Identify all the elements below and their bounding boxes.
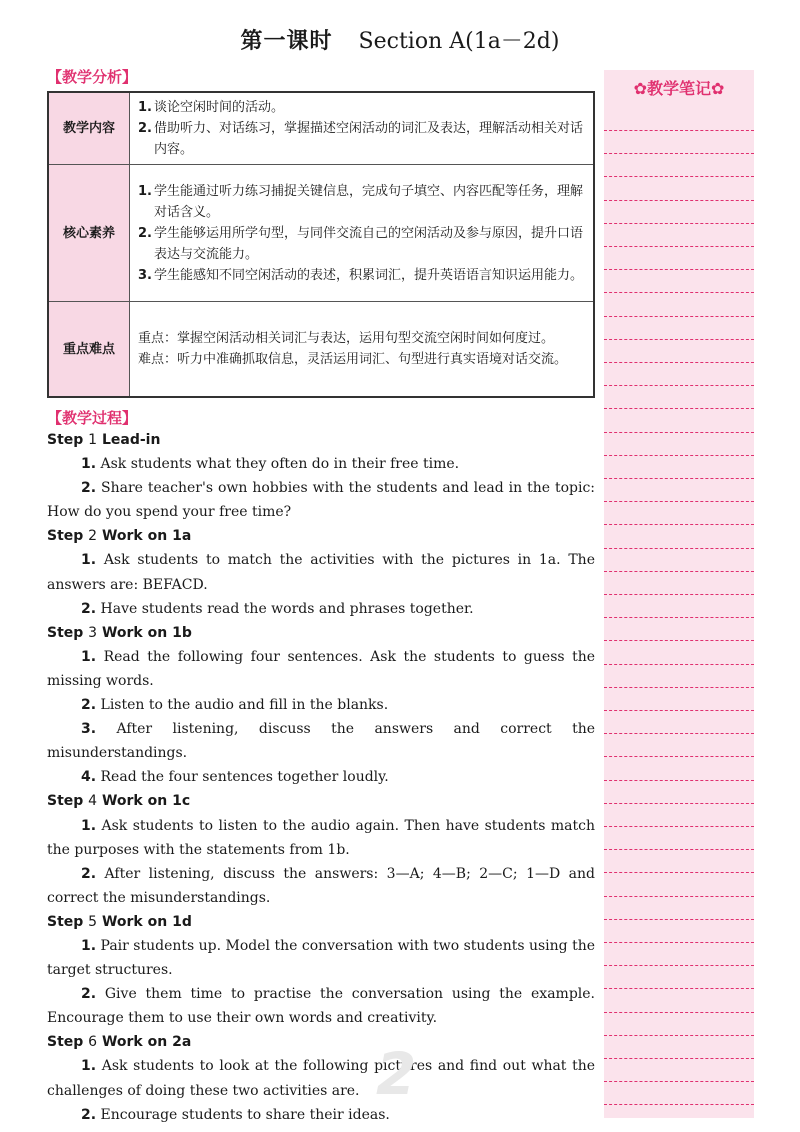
note-line <box>604 919 754 920</box>
paragraph-text: After listening, discuss the answers: 3—A; 4—B; 2—C; 1—D and correct the misunderstandings. <box>47 865 595 906</box>
note-line <box>604 872 754 873</box>
step-word: Step <box>47 913 84 930</box>
item-text: 借助听力、对话练习，掌握描述空闲活动的词汇及表达，理解活动相关对话内容。 <box>154 121 584 157</box>
step-number: 5 <box>88 913 98 930</box>
item-text: 学生能通过听力练习捕捉关键信息，完成句子填空、内容匹配等任务，理解对话含义。 <box>154 183 584 220</box>
list-item <box>138 181 585 223</box>
step-paragraph <box>47 597 595 621</box>
step-paragraph <box>47 693 595 717</box>
item-text: 学生能感知不同空闲活动的表述，积累词汇，提升英语语言知识运用能力。 <box>154 267 584 283</box>
item-text: 学生能够运用所学句型，与同伴交流自己的空闲活动及参与原因，提升口语表达与交流能力。 <box>154 225 584 262</box>
row-content <box>130 92 595 165</box>
title-section: Section A(1a－2d) <box>358 29 560 54</box>
process-content <box>47 428 595 1127</box>
note-line <box>604 803 754 804</box>
step-title: Work on 1c <box>101 793 191 810</box>
paragraph-number: 2. <box>81 480 97 497</box>
note-line <box>604 385 754 386</box>
step-title: Lead-in <box>101 432 161 448</box>
note-line <box>604 501 754 502</box>
paragraph-text: Have students read the words and phrases together. <box>100 600 474 617</box>
step-title: Work on 2a <box>101 1034 192 1051</box>
note-line <box>604 640 754 641</box>
step-heading <box>47 789 595 813</box>
paragraph-text: Listen to the audio and fill in the blanks. <box>100 697 389 714</box>
paragraph-number: 1. <box>81 937 97 954</box>
page-number: 2 <box>376 1040 417 1108</box>
paragraph-number: 1. <box>81 1058 97 1075</box>
step-paragraph <box>47 548 595 596</box>
step-paragraph <box>47 452 595 476</box>
note-line <box>604 896 754 897</box>
item-text: 听力中准确抓取信息，灵活运用词汇、句型进行真实语境对话交流。 <box>177 352 568 367</box>
item-number: 2. <box>138 121 152 136</box>
paragraph-text: Share teacher's own hobbies with the students and lead in the topic: How do you spend your free time? <box>47 480 596 521</box>
paragraph-number: 2. <box>81 697 97 714</box>
item-text: 掌握空闲活动相关词汇与表达，运用句型交流空闲时间如何度过。 <box>177 331 555 346</box>
step-title: Work on 1a <box>101 528 192 545</box>
note-line <box>604 849 754 850</box>
note-line <box>604 223 754 224</box>
step-word: Step <box>47 624 84 641</box>
paragraph-number: 4. <box>81 769 97 786</box>
note-line <box>604 246 754 247</box>
item-number: 3. <box>138 267 152 283</box>
note-line <box>604 942 754 943</box>
note-line <box>604 733 754 734</box>
paragraph-number: 2. <box>81 986 97 1003</box>
note-line <box>604 664 754 665</box>
step-heading <box>47 524 595 548</box>
paragraph-text: Read the following four sentences. Ask the students to guess the missing words. <box>47 648 596 689</box>
process-label: 【教学过程】 <box>47 409 138 427</box>
note-line <box>604 780 754 781</box>
note-line <box>604 1035 754 1036</box>
note-line <box>604 176 754 177</box>
paragraph-text: Ask students to look at the following pictures and find out what the challenges of doing these two activities are. <box>47 1058 595 1099</box>
note-line <box>604 1104 754 1105</box>
step-number: 2 <box>88 528 98 545</box>
paragraph-text: Ask students to match the activities with the pictures in 1a. The answers are: BEFACD. <box>47 552 595 593</box>
step-paragraph <box>47 982 595 1030</box>
list-item <box>138 223 585 265</box>
paragraph-text: After listening, discuss the answers and correct the misunderstandings. <box>47 721 596 762</box>
step-title: Work on 1d <box>101 913 192 930</box>
paragraph-number: 1. <box>81 817 97 834</box>
step-word: Step <box>47 528 84 545</box>
note-line <box>604 1012 754 1013</box>
note-line <box>604 1058 754 1059</box>
note-line <box>604 316 754 317</box>
item-text: 谈论空闲时间的活动。 <box>154 100 285 115</box>
step-word: Step <box>47 793 84 810</box>
step-heading <box>47 428 595 452</box>
note-line <box>604 571 754 572</box>
step-word: Step <box>47 1034 84 1051</box>
note-line <box>604 269 754 270</box>
step-paragraph <box>47 717 595 765</box>
row-head: 重点难点 <box>48 302 130 398</box>
item-key: 难点： <box>138 352 178 367</box>
step-number: 4 <box>88 793 98 810</box>
step-paragraph <box>47 934 595 982</box>
item-key: 重点： <box>138 331 178 346</box>
row-content <box>130 302 595 398</box>
item-number: 1. <box>138 183 152 199</box>
row-head: 教学内容 <box>48 92 130 165</box>
item-number: 1. <box>138 100 152 115</box>
note-line <box>604 524 754 525</box>
paragraph-number: 1. <box>81 552 97 569</box>
note-line <box>604 200 754 201</box>
list-item <box>138 265 585 286</box>
note-line <box>604 548 754 549</box>
step-heading <box>47 1030 595 1054</box>
notes-panel <box>604 70 754 1118</box>
note-line <box>604 408 754 409</box>
analysis-label: 【教学分析】 <box>47 68 138 86</box>
note-line <box>604 1081 754 1082</box>
table-row <box>48 302 594 398</box>
paragraph-text: Give them time to practise the conversation using the example. Encourage them to use their own words and creativity. <box>47 986 595 1027</box>
paragraph-text: Ask students what they often do in their free time. <box>100 456 460 473</box>
page-title <box>0 24 800 55</box>
paragraph-number: 2. <box>81 600 97 617</box>
step-number: 3 <box>88 624 98 641</box>
step-heading <box>47 621 595 645</box>
note-line <box>604 432 754 433</box>
paragraph-number: 2. <box>81 865 97 882</box>
note-line <box>604 965 754 966</box>
note-line <box>604 153 754 154</box>
note-line <box>604 292 754 293</box>
row-content <box>130 165 595 302</box>
step-heading <box>47 910 595 934</box>
note-line <box>604 455 754 456</box>
list-item <box>138 97 585 118</box>
note-line <box>604 339 754 340</box>
paragraph-text: Pair students up. Model the conversation with two students using the target structures. <box>47 937 596 979</box>
note-line <box>604 130 754 131</box>
paragraph-number: 1. <box>81 456 97 473</box>
list-item <box>138 118 585 160</box>
paragraph-number: 1. <box>81 648 97 665</box>
list-item <box>138 349 585 370</box>
step-number: 6 <box>88 1034 98 1051</box>
list-item <box>138 328 585 349</box>
note-line <box>604 687 754 688</box>
note-line <box>604 617 754 618</box>
table-row <box>48 92 594 165</box>
table-row <box>48 165 594 302</box>
paragraph-text: Read the four sentences together loudly. <box>100 769 389 786</box>
notes-title: ✿教学笔记✿ <box>633 79 725 98</box>
step-title: Work on 1b <box>101 624 192 641</box>
step-paragraph <box>47 862 595 910</box>
step-paragraph <box>47 814 595 862</box>
step-paragraph <box>47 645 595 693</box>
note-line <box>604 362 754 363</box>
paragraph-text: Ask students to listen to the audio again. Then have students match the purposes with the statements from 1b. <box>47 817 596 858</box>
paragraph-number: 2. <box>81 1106 97 1123</box>
note-line <box>604 826 754 827</box>
step-word: Step <box>47 432 84 448</box>
step-number: 1 <box>88 432 98 448</box>
title-chinese: 第一课时 <box>240 28 333 54</box>
step-paragraph <box>47 1103 595 1127</box>
analysis-table <box>47 91 595 398</box>
note-line <box>604 478 754 479</box>
note-line <box>604 756 754 757</box>
note-line <box>604 988 754 989</box>
note-line <box>604 594 754 595</box>
paragraph-number: 3. <box>81 721 97 738</box>
step-paragraph <box>47 1054 595 1102</box>
note-line <box>604 710 754 711</box>
item-number: 2. <box>138 225 152 241</box>
paragraph-text: Encourage students to share their ideas. <box>100 1106 390 1123</box>
step-paragraph <box>47 476 595 524</box>
row-head: 核心素养 <box>48 165 130 302</box>
step-paragraph <box>47 765 595 789</box>
